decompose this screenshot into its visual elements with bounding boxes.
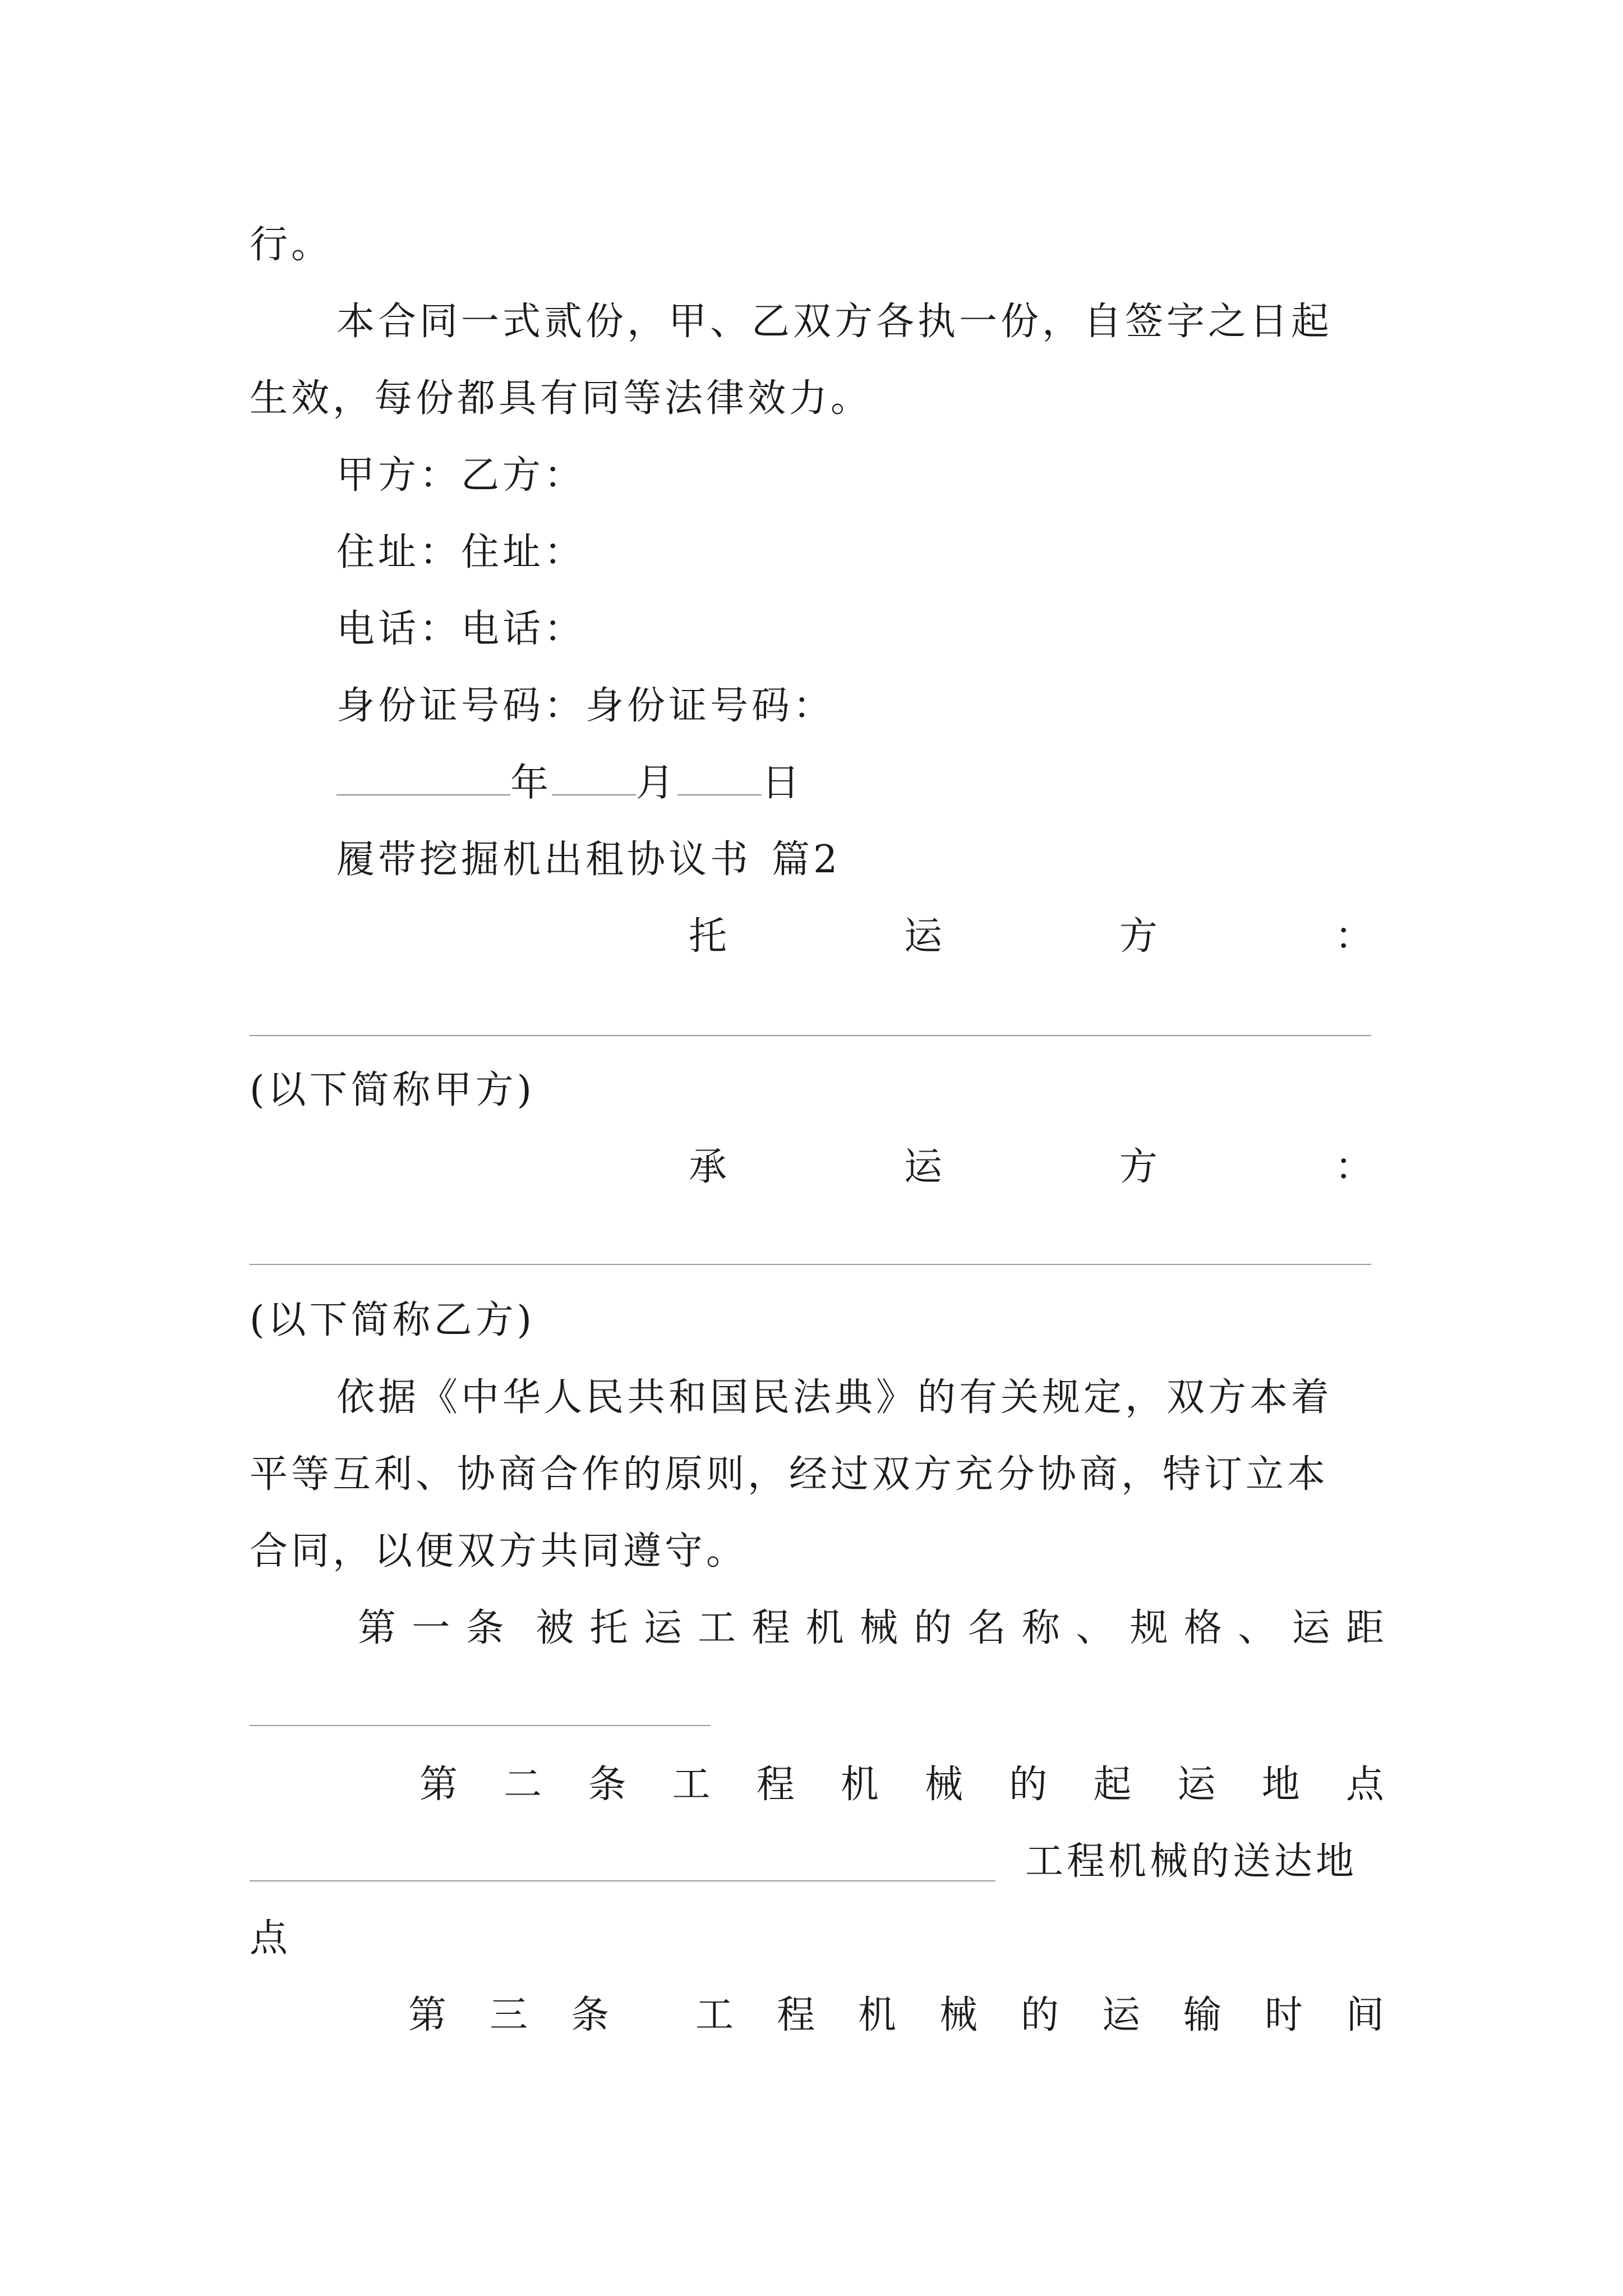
article-1-char: 工 <box>698 1606 736 1650</box>
article-3-char: 第 <box>408 1993 447 2037</box>
consignor-underline <box>250 1035 1371 1036</box>
article-1-char: 规 <box>1129 1606 1168 1650</box>
paragraph-line-3: 合同，以便双方共同遵守。 <box>250 1529 748 1573</box>
date-line <box>336 761 804 806</box>
paragraph-line-2: 平等互利、协商合作的原则，经过双方充分协商，特订立本 <box>250 1452 1329 1497</box>
carrier-char: 方 <box>1119 1145 1158 1189</box>
article-2-char: 的 <box>1009 1763 1048 1807</box>
consignor-char: ： <box>1334 914 1373 959</box>
article-3 <box>408 1993 1384 2037</box>
article-1-char: 、 <box>1076 1606 1114 1650</box>
carrier-char: ： <box>1334 1145 1373 1189</box>
article-1-char: 名 <box>967 1606 1006 1650</box>
article-2-continuation: 工程机械的送达地 <box>1025 1839 1358 1884</box>
article-1-char: 条 <box>465 1606 504 1650</box>
line-3: 生效，每份都具有同等法律效力。 <box>250 376 873 421</box>
article-2-char: 地 <box>1261 1763 1300 1807</box>
article-1 <box>358 1606 1384 1650</box>
day-blank <box>677 764 762 795</box>
consignor-char: 运 <box>903 914 942 959</box>
article-2-char: 工 <box>672 1763 711 1807</box>
article-3-char: 三 <box>490 1993 528 2037</box>
article-2-char: 二 <box>504 1763 542 1807</box>
article-1-char: 、 <box>1238 1606 1276 1650</box>
section-title-suffix: 篇2 <box>772 838 841 882</box>
month-blank <box>552 764 636 795</box>
party-id-number: 身份证号码：身份证号码： <box>336 684 835 728</box>
paragraph-line-1: 依据《中华人民共和国民法典》的有关规定，双方本着 <box>336 1375 1333 1420</box>
article-1-char: 的 <box>914 1606 952 1650</box>
article-1-char: 距 <box>1345 1606 1384 1650</box>
article-1-char: 械 <box>860 1606 898 1650</box>
article-3-char: 程 <box>776 1993 815 2037</box>
article-1-char: 托 <box>589 1606 628 1650</box>
line-2: 本合同一式贰份，甲、乙双方各执一份，自签字之日起 <box>336 300 1333 344</box>
article-1-char: 第 <box>358 1606 396 1650</box>
article-2-char: 械 <box>925 1763 963 1807</box>
month-label: 月 <box>636 761 678 806</box>
section-title <box>336 838 841 882</box>
line-1: 行。 <box>250 223 333 267</box>
carrier-abbr: (以下简称乙方) <box>250 1298 536 1342</box>
article-2-underline <box>250 1880 995 1881</box>
article-2-end: 点 <box>250 1916 292 1961</box>
carrier-char: 承 <box>689 1145 727 1189</box>
article-3-char: 间 <box>1345 1993 1384 2037</box>
article-2 <box>419 1763 1384 1807</box>
article-1-char: 程 <box>751 1606 790 1650</box>
article-1-char: 格 <box>1183 1606 1222 1650</box>
year-blank <box>336 764 510 795</box>
article-1-char: 称 <box>1022 1606 1061 1650</box>
article-3-char: 械 <box>939 1993 978 2037</box>
article-3-char: 工 <box>695 1993 734 2037</box>
carrier-underline <box>250 1264 1371 1265</box>
article-2-char: 条 <box>588 1763 626 1807</box>
section-title-text: 履带挖掘机出租协议书 <box>336 838 752 882</box>
article-2-char: 起 <box>1093 1763 1132 1807</box>
article-3-char: 条 <box>571 1993 610 2037</box>
consignor-abbr: (以下简称甲方) <box>250 1068 536 1112</box>
article-2-char: 点 <box>1345 1763 1384 1807</box>
article-1-char: 运 <box>643 1606 682 1650</box>
article-1-char: 运 <box>1292 1606 1330 1650</box>
article-3-char: 时 <box>1264 1993 1303 2037</box>
party-phone: 电话：电话： <box>336 607 586 651</box>
party-names: 甲方：乙方： <box>336 453 586 498</box>
article-1-char: 被 <box>536 1606 574 1650</box>
year-label: 年 <box>510 761 552 806</box>
carrier-char: 运 <box>903 1145 942 1189</box>
day-label: 日 <box>762 761 804 806</box>
article-1-char: 机 <box>805 1606 844 1650</box>
consignor-char: 托 <box>689 914 727 959</box>
article-3-char: 机 <box>857 1993 896 2037</box>
article-3-char: 运 <box>1101 1993 1140 2037</box>
consignor-label <box>689 914 1373 959</box>
article-2-char: 第 <box>419 1763 458 1807</box>
article-2-char: 运 <box>1177 1763 1216 1807</box>
article-3-char: 输 <box>1183 1993 1221 2037</box>
article-2-char: 机 <box>840 1763 879 1807</box>
consignor-char: 方 <box>1119 914 1158 959</box>
article-1-underline <box>250 1725 711 1726</box>
article-2-char: 程 <box>756 1763 795 1807</box>
carrier-label <box>689 1145 1373 1189</box>
article-3-char: 的 <box>1020 1993 1059 2037</box>
article-1-char: 一 <box>412 1606 450 1650</box>
party-address: 住址：住址： <box>336 530 586 574</box>
